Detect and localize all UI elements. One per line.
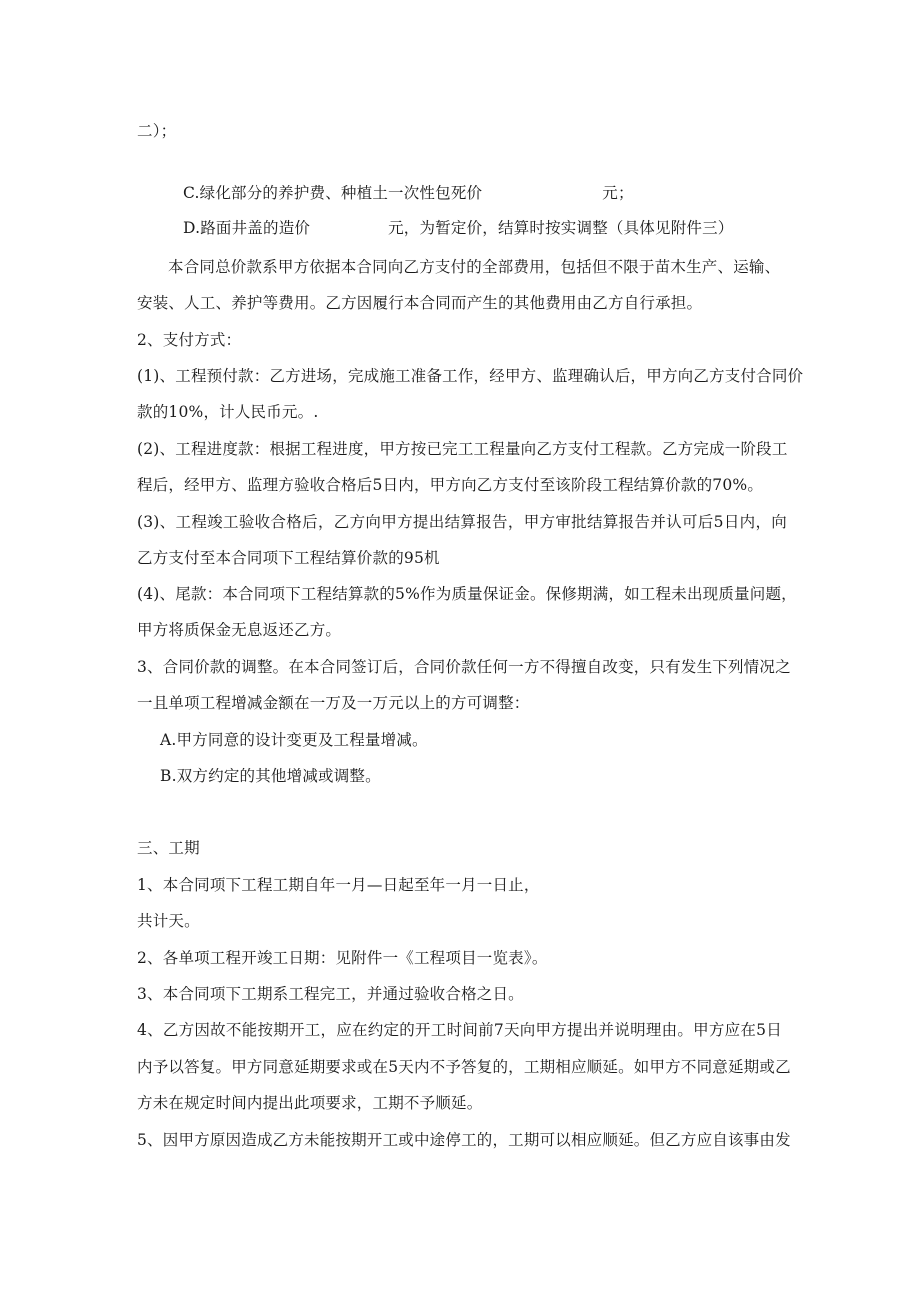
adjustment-line-2: 一且单项工程增减金额在一万及一万元以上的方可调整：: [137, 694, 530, 712]
schedule-p1-line-2: 共计天。: [137, 912, 200, 930]
adjustment-item-b: B.双方约定的其他增减或调整。: [160, 767, 381, 785]
payment-heading: 2、支付方式：: [137, 331, 242, 349]
schedule-p1-line-1: 1、本合同项下工程工期自年一月—日起至年一月一日止，: [137, 876, 540, 894]
section-3-heading: 三、工期: [137, 839, 200, 857]
total-price-line-1: 本合同总价款系甲方依据本合同向乙方支付的全部费用，包括但不限于苗木生产、运输、: [168, 258, 781, 276]
item-c-unit: 元；: [602, 184, 634, 202]
item-c-greening-maintenance: [183, 183, 843, 203]
item-c-label: C.绿化部分的养护费、种植土一次性包死价: [183, 184, 483, 202]
adjustment-line-1: 3、合同价款的调整。在本合同签订后，合同价款任何一方不得擅自改变，只有发生下列情况之: [137, 658, 791, 676]
schedule-p4-line-2: 内予以答复。甲方同意延期要求或在5天内不予答复的，工期相应顺延。如甲方不同意延期或乙: [137, 1058, 791, 1076]
schedule-p4-line-1: 4、乙方因故不能按期开工，应在约定的开工时间前7天向甲方提出并说明理由。甲方应在5日: [137, 1021, 782, 1039]
payment-p4-line-1: (4)、尾款：本合同项下工程结算款的5%作为质量保证金。保修期满，如工程未出现质量问题，: [137, 585, 797, 603]
payment-p2-line-1: (2)、工程进度款：根据工程进度，甲方按已完工工程量向乙方支付工程款。乙方完成一阶段工: [137, 440, 788, 458]
adjustment-item-a: A.甲方同意的设计变更及工程量增减。: [160, 731, 428, 749]
item-d-label: D.路面井盖的造价: [183, 219, 311, 237]
item-d-manhole-cost: [183, 218, 843, 238]
schedule-p3: 3、本合同项下工期系工程完工，并通过验收合格之日。: [137, 985, 524, 1003]
payment-p2-line-2: 程后，经甲方、监理方验收合格后5日内，甲方向乙方支付至该阶段工程结算价款的70%。: [137, 476, 764, 494]
total-price-line-2: 安装、人工、养护等费用。乙方因履行本合同而产生的其他费用由乙方自行承担。: [137, 294, 703, 312]
schedule-p5-line-1: 5、因甲方原因造成乙方未能按期开工或中途停工的，工期可以相应顺延。但乙方应自该事由发: [137, 1131, 791, 1149]
payment-p1-line-2: 款的10%，计人民币元。.: [137, 403, 319, 421]
section-2-tail: 二）；: [137, 122, 177, 140]
payment-p4-line-2: 甲方将质保金无息返还乙方。: [137, 621, 342, 639]
payment-p1-line-1: (1)、工程预付款：乙方进场，完成施工准备工作，经甲方、监理确认后，甲方向乙方支付合同价: [137, 367, 804, 385]
item-d-rest: 元，为暂定价，结算时按实调整（具体见附件三）: [388, 219, 734, 237]
schedule-p2: 2、各单项工程开竣工日期：见附件一《工程项目一览表》。: [137, 949, 548, 967]
payment-p3-line-2: 乙方支付至本合同项下工程结算价款的95机: [137, 549, 440, 567]
payment-p3-line-1: (3)、工程竣工验收合格后，乙方向甲方提出结算报告，甲方审批结算报告并认可后5日内，向: [137, 513, 787, 531]
schedule-p4-line-3: 方未在规定时间内提出此项要求，工期不予顺延。: [137, 1094, 483, 1112]
